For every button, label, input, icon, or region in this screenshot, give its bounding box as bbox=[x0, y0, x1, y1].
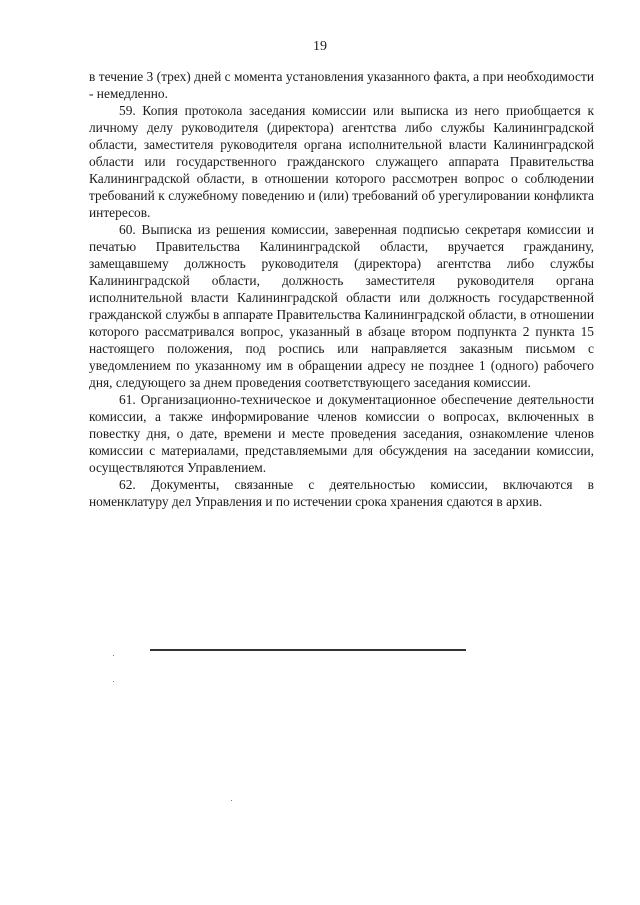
paragraph-62: 62. Документы, связанные с деятельностью комиссии, включаются в номенклатуру дел Управления и по истечении срока хранения сдаются в архив. bbox=[89, 477, 594, 509]
paragraph-61: 61. Организационно-техническое и документационное обеспечение деятельности комиссии, а также информирование членов комиссии о вопросах, включенных в повестку дня, о дате, времени и месте проведения заседания, ознакомление членов комиссии с материалами, представляемыми для обсуждения на заседании комиссии, осуществляются Управлением. bbox=[89, 392, 594, 475]
end-of-document-rule bbox=[150, 649, 466, 651]
paragraph-continuation: в течение 3 (трех) дней с момента установления указанного факта, а при необходимости - немедленно. bbox=[89, 69, 594, 101]
paragraph-59: 59. Копия протокола заседания комиссии или выписка из него приобщается к личному делу руководителя (директора) агентства либо службы Калининградской области, заместителя руководителя органа исполнительной власти Калининградской области или государственного гражданского служащего аппарата Правительства Калининградской области, в отношении которого рассмотрен вопрос о соблюдении требований к служебному поведению и (или) требований об урегулировании конфликта интересов. bbox=[89, 103, 594, 220]
scan-speck bbox=[231, 800, 232, 801]
page-number: 19 bbox=[313, 39, 327, 54]
document-body bbox=[89, 68, 594, 510]
paragraph-60: 60. Выписка из решения комиссии, заверенная подписью секретаря комиссии и печатью Правительства Калининградской области, вручается гражданину, замещавшему должность руководителя (директора) агентства либо службы Калининградской области, должность заместителя руководителя органа исполнительной власти Калининградской области или должность государственной гражданской службы в аппарате Правительства Калининградской области, в отношении которого рассматривался вопрос, указанный в абзаце втором подпункта 2 пункта 15 настоящего положения, под роспись или направляется заказным письмом с уведомлением по указанному им в обращении адресу не позднее 1 (одного) рабочего дня, следующего за днем проведения соответствующего заседания комиссии. bbox=[89, 222, 594, 390]
scan-speck bbox=[113, 681, 114, 682]
scan-speck bbox=[113, 655, 114, 656]
